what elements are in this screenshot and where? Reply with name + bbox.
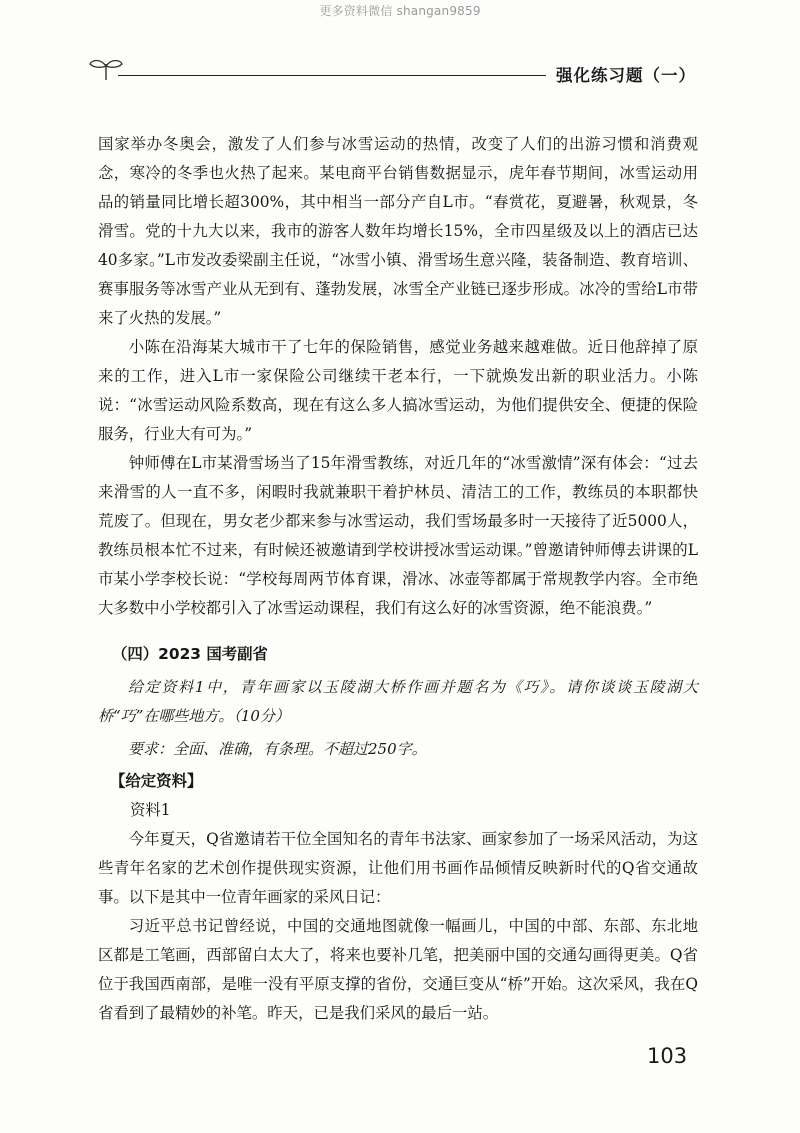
material-paragraph-2: 习近平总书记曾经说，中国的交通地图就像一幅画儿，中国的中部、东部、东北地区都是工笔画，西部留白太大了，将来也要补几笔，把美丽中国的交通勾画得更美。Q省位于我国西南部，是唯一没有平原支撑的省份，交通巨变从“桥”开始。这次采风，我在Q省看到了最精妙的补笔。昨天，已是我们采风的最后一站。	[98, 917, 698, 1022]
page-content	[98, 130, 698, 1028]
material-label: 资料1	[130, 801, 171, 819]
section-title: （四）2023 国考副省	[112, 645, 268, 663]
given-material-title: 【给定资料】	[110, 772, 203, 790]
material-paragraph-1: 今年夏天，Q省邀请若干位全国知名的青年书法家、画家参加了一场采风活动，为这些青年名家的艺术创作提供现实资源，让他们用书画作品倾情反映新时代的Q省交通故事。以下是其中一位青年画家的采风日记：	[98, 830, 698, 906]
watermark-text: 更多资料微信 shangan9859	[319, 4, 481, 18]
paragraph-2: 小陈在沿海某大城市干了七年的保险销售，感觉业务越来越难做。近日他辞掉了原来的工作，进入L市一家保险公司继续干老本行，一下就焕发出新的职业活力。小陈说：“冰雪运动风险系数高，现在有这么多人搞冰雪运动，为他们提供安全、便捷的保险服务，行业大有可为。”	[98, 338, 698, 443]
question-text: 给定资料1中，青年画家以玉陵湖大桥作画并题名为《巧》。请你谈谈玉陵湖大桥“巧”在哪些地方。（10分）	[98, 678, 698, 725]
header-rule	[118, 75, 546, 76]
header-title: 强化练习题（一）	[556, 66, 696, 85]
paragraph-3: 钟师傅在L市某滑雪场当了15年滑雪教练，对近几年的“冰雪激情”深有体会：“过去来滑雪的人一直不多，闲暇时我就兼职干着护林员、清洁工的工作，教练员的本职都快荒废了。但现在，男女老少都来参与冰雪运动，我们雪场最多时一天接待了近5000人，教练员根本忙不过来，有时候还被邀请到学校讲授冰雪运动课。”曾邀请钟师傅去讲课的L市某小学李校长说：“学校每周两节体育课，滑冰、冰壶等都属于常规教学内容。全市绝大多数中小学校都引入了冰雪运动课程，我们有这么好的冰雪资源，绝不能浪费。”	[98, 454, 698, 617]
sprout-icon	[86, 54, 126, 82]
paragraph-1: 国家举办冬奥会，激发了人们参与冰雪运动的热情，改变了人们的出游习惯和消费观念，寒冷的冬季也火热了起来。某电商平台销售数据显示，虎年春节期间，冰雪运动用品的销量同比增长超300%，其中相当一部分产自L市。“春赏花，夏避暑，秋观景，冬滑雪。党的十九大以来，我市的游客人数年均增长15%，全市四星级及以上的酒店已达40多家。”L市发改委梁副主任说，“冰雪小镇、滑雪场生意兴隆，装备制造、教育培训、赛事服务等冰雪产业从无到有、蓬勃发展，冰雪全产业链已逐步形成。冰冷的雪给L市带来了火热的发展。”	[98, 135, 698, 327]
page-number: 103	[647, 1044, 688, 1068]
requirement-text: 要求：全面、准确，有条理。不超过250字。	[128, 740, 427, 758]
